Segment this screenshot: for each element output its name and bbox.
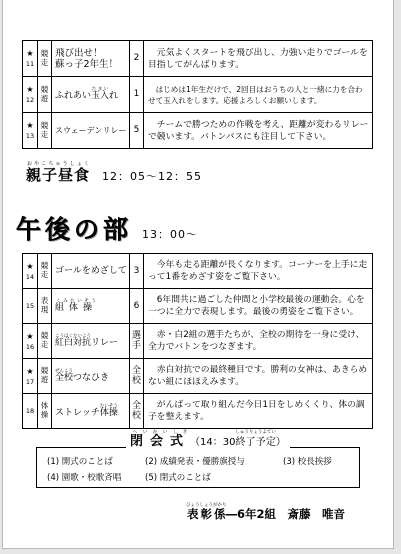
event-number-cell: [23, 77, 38, 113]
table-row: [23, 113, 373, 149]
event-number-cell: [23, 254, 38, 289]
participant-grade: 6: [133, 300, 140, 311]
star-icon: ★: [26, 85, 34, 94]
event-description-cell: [144, 41, 373, 77]
event-title-suffix: れ: [109, 91, 119, 101]
furigana: くみたいそう: [55, 298, 98, 304]
event-category: 競遊: [40, 366, 49, 384]
event-number-cell: [23, 289, 38, 324]
participant-grade-cell: [130, 289, 144, 324]
participant-grade-cell: [130, 324, 144, 359]
event-title-ruby-group: [91, 87, 110, 101]
event-category-cell: [38, 77, 52, 113]
star-icon: ★: [26, 49, 34, 58]
closing-schedule-ruby-group: [235, 430, 276, 448]
closing-ceremony-title-text: 閉会式: [130, 434, 191, 449]
event-number: 17: [25, 377, 35, 386]
event-description-cell: [144, 289, 373, 324]
event-description: 6年間共に過ごした仲間と小学校最後の運動会。心を一つに全力で表現します。最後の勇姿をご覧下さい。: [148, 295, 365, 317]
event-number: 11: [25, 60, 35, 68]
furigana: ぜんこう: [55, 368, 74, 374]
event-number: 13: [25, 132, 35, 140]
star-icon: ★: [26, 331, 34, 341]
table-row: [23, 254, 373, 289]
event-description-cell: [144, 254, 373, 289]
event-title: [55, 87, 129, 102]
closing-ceremony-heading: [126, 430, 290, 449]
event-number: 15: [25, 301, 35, 310]
participant-grade-cell: [130, 77, 144, 113]
furigana: たいそう: [99, 403, 118, 409]
star-icon: ★: [26, 261, 34, 271]
table-row: [23, 77, 373, 113]
event-title-suffix: つなひき: [73, 372, 110, 383]
event-category-cell: [38, 394, 52, 429]
event-title-ruby-group: [55, 368, 74, 383]
closing-item: (2) 成績発表・優勝旗授与: [145, 457, 245, 467]
event-description-cell: [144, 324, 373, 359]
event-title: [55, 299, 129, 314]
closing-schedule-open: （14：30: [190, 437, 236, 448]
participant-grade-cell: [130, 113, 144, 149]
closing-item: (3) 校長挨拶: [283, 457, 332, 467]
event-title-line-1: 飛び出せ！: [55, 47, 103, 59]
event-title-base: 組体操: [55, 302, 98, 313]
participant-grade: 全校: [131, 400, 141, 421]
participant-grade-cell: [130, 41, 144, 77]
award-staff-role: [186, 503, 227, 521]
furigana: おやこちゅうしょく: [26, 161, 90, 167]
table-row: [23, 41, 373, 77]
event-number-cell: [23, 324, 38, 359]
award-staff-role-text: 表彰係: [186, 507, 227, 521]
lunch-title-text: 親子昼食: [26, 166, 91, 184]
participant-grade: 3: [133, 265, 140, 276]
event-number-cell: [23, 394, 38, 429]
participant-grade: 選手: [131, 330, 141, 351]
event-category-cell: [38, 324, 52, 359]
event-category-cell: [38, 41, 52, 77]
event-number-cell: [23, 41, 38, 77]
participant-grade: 1: [133, 89, 140, 100]
event-category: 競遊: [40, 84, 49, 103]
star-icon: ★: [26, 366, 34, 376]
event-category: 体操: [40, 401, 49, 419]
event-title: ゴールをめざして: [55, 265, 127, 276]
event-title-base: 体操: [99, 407, 118, 418]
participant-grade-cell: [130, 254, 144, 289]
event-title-base: 玉入: [91, 91, 110, 101]
event-category: 競走: [40, 48, 49, 67]
event-category: 競走: [40, 120, 49, 139]
event-description: はじめは1年生だけで、2回目はおうちの人と一緒に力を合わせて玉入れをします。応援よろしくお願いします。: [148, 84, 363, 105]
event-description-cell: [144, 113, 373, 149]
event-category: 競走: [40, 261, 49, 279]
event-title-cell: [52, 41, 130, 77]
event-title-cell: [52, 254, 130, 289]
program-table-afternoon: [22, 253, 373, 429]
event-title-base: 全校: [55, 372, 74, 383]
event-number: 14: [25, 272, 35, 281]
event-number-cell: [23, 113, 38, 149]
afternoon-section-heading: [16, 210, 198, 246]
event-title-text: ふれあい: [55, 91, 92, 101]
event-title-line-2: 蘇っ子2年生！: [55, 58, 119, 70]
event-description-cell: [144, 394, 373, 429]
event-category: 競走: [40, 331, 49, 349]
event-number-cell: [23, 359, 38, 394]
event-title: [55, 404, 129, 419]
closing-ceremony-title: [130, 430, 191, 449]
event-category-cell: [38, 254, 52, 289]
afternoon-title: 午後の部: [16, 215, 133, 244]
event-title-ruby-group: [55, 333, 92, 348]
event-title-cell: [52, 77, 130, 113]
furigana: たまい: [91, 87, 110, 92]
event-title-cell: [52, 324, 130, 359]
participant-grade: 全校: [131, 365, 141, 386]
participant-grade-cell: [130, 359, 144, 394]
event-category-cell: [38, 113, 52, 149]
event-description-cell: [144, 77, 373, 113]
furigana: ひょうしょうがかり: [186, 503, 227, 508]
event-description: 元気よくスタートを飛び出し、力強い走りでゴールを目指してがんばります。: [148, 47, 368, 70]
event-title-ruby-group: [99, 403, 118, 418]
event-title: スウェーデンリレー: [55, 126, 127, 135]
event-title-cell: [52, 113, 130, 149]
event-description: 今年も走る距離が長くなります。コーナーを上手に走って1番をめざす姿をご覧下さい。: [148, 260, 368, 282]
participant-grade-cell: [130, 394, 144, 429]
event-category: 表現: [40, 296, 49, 314]
table-row: [23, 289, 373, 324]
event-number: 16: [25, 342, 35, 351]
table-row: [23, 394, 373, 429]
event-title-cell: [52, 359, 130, 394]
lunch-time: 12：05〜12：55: [102, 170, 203, 183]
participant-grade: 5: [133, 125, 140, 136]
participant-grade: 2: [133, 53, 140, 64]
event-description: 赤・白2組の選手たちが、全校の期待を一身に受け、全力でバトンをつなぎます。: [148, 330, 365, 352]
award-staff-name: ―6年2組 斎藤 唯音: [225, 507, 346, 521]
afternoon-start-time: 13：00〜: [142, 228, 199, 241]
event-description-cell: [144, 359, 373, 394]
table-row: [23, 359, 373, 394]
event-title-ruby-group: [55, 298, 98, 313]
event-title-text: ストレッチ: [55, 407, 100, 418]
event-number: 18: [25, 406, 35, 415]
lunch-section: [26, 161, 202, 185]
closing-item: (4) 園歌・校歌斉唱: [47, 473, 122, 483]
event-description: 赤白対抗での最終種目です。勝利の女神は、あきらめない組にほほえみます。: [148, 365, 368, 387]
event-title-cell: [52, 289, 130, 324]
event-title-cell: [52, 394, 130, 429]
closing-ceremony-box: [36, 447, 360, 488]
closing-schedule-base: 終了予定: [235, 437, 276, 448]
furigana: へいかいしき: [130, 430, 191, 435]
event-title-suffix: リレー: [91, 337, 119, 348]
star-icon: ★: [26, 121, 34, 130]
program-table-morning: [22, 40, 373, 149]
closing-schedule-close: ）: [275, 437, 286, 448]
event-description: チームで勝つための作戦を考え、距離が変わるリレーで競います。バトンパスにも注目して下さい。: [148, 119, 369, 142]
event-category-cell: [38, 289, 52, 324]
event-number: 12: [25, 96, 35, 104]
closing-item: (1) 開式のことば: [47, 457, 113, 467]
event-category-cell: [38, 359, 52, 394]
event-title-base: 紅白対抗: [55, 337, 92, 348]
lunch-title: [26, 161, 91, 184]
event-title: [55, 334, 129, 349]
table-row: [23, 324, 373, 359]
award-staff-credit: [186, 503, 345, 522]
event-title: [55, 369, 129, 384]
event-description: がんばって取り組んだ今日1日をしめくくり、体の調子を整えます。: [148, 400, 365, 422]
furigana: こうはくたいこう: [55, 333, 92, 339]
furigana: しゅうりょうよてい: [235, 430, 276, 435]
closing-item: (5) 閉式のことば: [145, 473, 211, 483]
